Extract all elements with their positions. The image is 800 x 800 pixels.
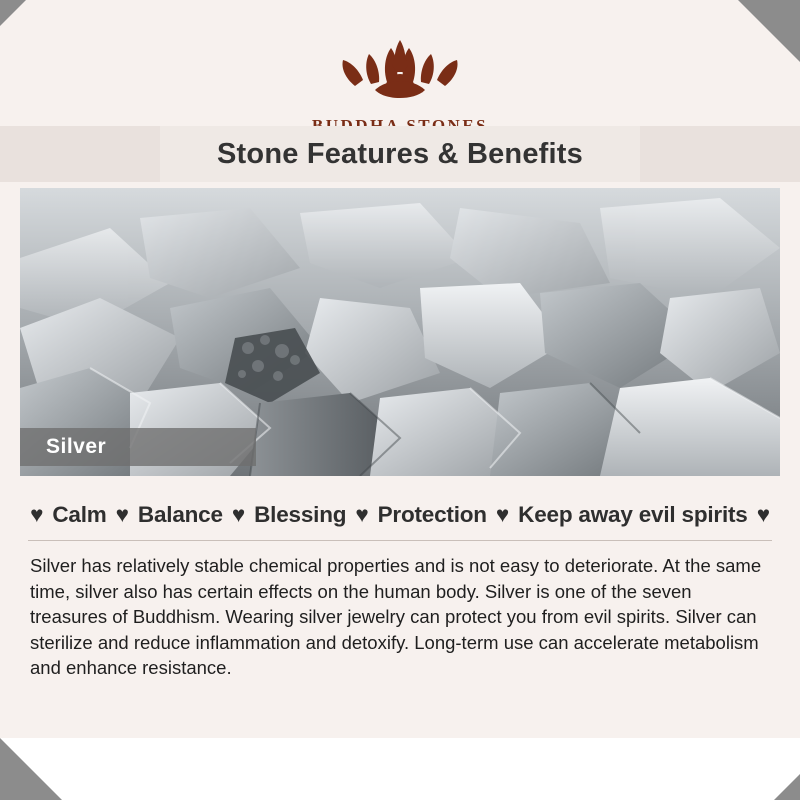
title-band [0,126,800,182]
corner-accent-bottom-left [0,738,62,800]
stone-name-label: Silver [20,428,256,466]
corner-accent-bottom-right [774,774,800,800]
heart-icon-0: ♥ [30,502,44,527]
hero-image [20,188,780,476]
page-title: Stone Features & Benefits [217,137,583,170]
corner-accent-top-right [738,0,800,62]
benefits-line [20,502,780,528]
benefit-item-balance: Balance [137,502,223,527]
description-text: Silver has relatively stable chemical properties and is not easy to deteriorate. At the same time, silver also has certain effects on the human body. Silver is one of the seven treasures of Buddhism. Wearing silver jewelry can protect you from evil spirits. Silver can sterilize and reduce inflammation and detoxify. Long-term use can accelerate metabolism and enhance resistance. [30,555,762,679]
benefit-item-protection: Protection [377,502,487,527]
heart-icon-4: ♥ [495,502,510,527]
content-section [20,476,780,681]
lotus-meditation-icon [335,30,465,112]
benefit-item-blessing: Blessing [254,502,347,527]
corner-accent-top-left [0,0,26,26]
heart-icon-2: ♥ [231,502,246,527]
benefit-item-keep-away-evil-spirits: Keep away evil spirits [518,502,748,527]
benefit-item-calm: Calm [52,502,107,527]
section-divider [28,540,772,541]
title-inner [160,126,640,182]
heart-icon-1: ♥ [115,502,129,527]
heart-icon-3: ♥ [355,502,369,527]
heart-icon-5: ♥ [756,502,770,527]
brand-header [0,0,800,118]
